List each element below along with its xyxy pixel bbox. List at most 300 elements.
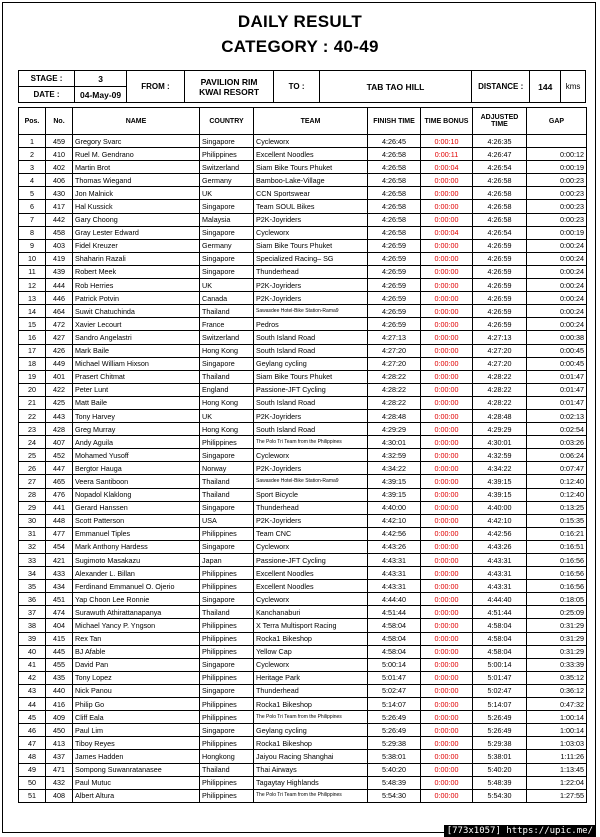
cell-name: Patrick Potvin [73, 292, 200, 305]
cell-finish-time: 4:28:48 [368, 409, 421, 422]
cell-no: 450 [46, 724, 73, 737]
cell-adjusted-time: 4:42:10 [473, 514, 527, 527]
cell-pos: 21 [19, 396, 46, 409]
cell-no: 426 [46, 344, 73, 357]
cell-finish-time: 4:26:58 [368, 200, 421, 213]
cell-team: P2K-Joyriders [254, 462, 368, 475]
cell-name: Suwit Chatuchinda [73, 305, 200, 318]
table-row [19, 789, 587, 802]
cell-finish-time: 4:26:59 [368, 265, 421, 278]
cell-time-bonus: 0:00:00 [421, 318, 473, 331]
cell-no: 458 [46, 226, 73, 239]
cell-team: Rocka1 Bikeshop [254, 698, 368, 711]
cell-gap: 0:36:12 [527, 684, 587, 697]
cell-no: 407 [46, 436, 73, 449]
cell-gap: 0:00:12 [527, 148, 587, 161]
cell-adjusted-time: 5:14:07 [473, 698, 527, 711]
cell-country: Singapore [200, 252, 254, 265]
cell-name: Surawuth Athirattanapanya [73, 606, 200, 619]
cell-pos: 2 [19, 148, 46, 161]
cell-name: Michael William Hixson [73, 357, 200, 370]
cell-team: Team SOUL Bikes [254, 200, 368, 213]
cell-team: The Polo Tri Team from the Philippines [254, 436, 368, 449]
cell-team: Bamboo-Lake-Village [254, 174, 368, 187]
cell-country: Thailand [200, 305, 254, 318]
distance-unit: kms [561, 71, 586, 103]
cell-no: 476 [46, 488, 73, 501]
table-row [19, 344, 587, 357]
cell-team: P2K-Joyriders [254, 514, 368, 527]
cell-time-bonus: 0:00:00 [421, 370, 473, 383]
cell-pos: 50 [19, 776, 46, 789]
cell-gap: 1:03:03 [527, 737, 587, 750]
cell-adjusted-time: 5:29:38 [473, 737, 527, 750]
cell-adjusted-time: 5:26:49 [473, 711, 527, 724]
table-row [19, 488, 587, 501]
cell-country: Philippines [200, 711, 254, 724]
cell-country: Thailand [200, 370, 254, 383]
distance-label: DISTANCE : [471, 71, 530, 103]
cell-adjusted-time: 4:42:56 [473, 527, 527, 540]
cell-time-bonus: 0:00:00 [421, 187, 473, 200]
cell-team: Geylang cycling [254, 724, 368, 737]
cell-no: 448 [46, 514, 73, 527]
cell-no: 419 [46, 252, 73, 265]
cell-adjusted-time: 4:26:59 [473, 239, 527, 252]
table-row [19, 737, 587, 750]
cell-country: Singapore [200, 724, 254, 737]
cell-finish-time: 4:26:45 [368, 135, 421, 148]
cell-time-bonus: 0:00:00 [421, 436, 473, 449]
cell-name: Prasert Chitmat [73, 370, 200, 383]
cell-name: James Hadden [73, 750, 200, 763]
cell-pos: 49 [19, 763, 46, 776]
cell-pos: 33 [19, 554, 46, 567]
cell-no: 451 [46, 593, 73, 606]
cell-adjusted-time: 5:54:30 [473, 789, 527, 802]
cell-no: 433 [46, 567, 73, 580]
cell-time-bonus: 0:00:00 [421, 475, 473, 488]
cell-finish-time: 4:26:58 [368, 187, 421, 200]
from-label: FROM : [127, 71, 185, 103]
cell-adjusted-time: 4:26:58 [473, 200, 527, 213]
cell-country: Germany [200, 239, 254, 252]
cell-team: South Island Road [254, 396, 368, 409]
cell-time-bonus: 0:00:00 [421, 763, 473, 776]
cell-name: Cliff Eala [73, 711, 200, 724]
cell-team: Sport Bicycle [254, 488, 368, 501]
cell-no: 449 [46, 357, 73, 370]
table-row [19, 698, 587, 711]
cell-pos: 32 [19, 540, 46, 553]
cell-name: Xavier Lecourt [73, 318, 200, 331]
cell-gap: 0:13:25 [527, 501, 587, 514]
cell-adjusted-time: 4:26:35 [473, 135, 527, 148]
cell-adjusted-time: 4:39:15 [473, 488, 527, 501]
cell-country: Singapore [200, 501, 254, 514]
cell-adjusted-time: 5:01:47 [473, 671, 527, 684]
cell-time-bonus: 0:00:00 [421, 252, 473, 265]
table-row [19, 226, 587, 239]
cell-team: Team CNC [254, 527, 368, 540]
cell-pos: 42 [19, 671, 46, 684]
table-row [19, 135, 587, 148]
cell-team: Cycleworx [254, 449, 368, 462]
cell-name: Peter Lunt [73, 383, 200, 396]
cell-time-bonus: 0:00:00 [421, 619, 473, 632]
cell-time-bonus: 0:00:00 [421, 698, 473, 711]
cell-country: Philippines [200, 776, 254, 789]
cell-time-bonus: 0:00:00 [421, 593, 473, 606]
cell-pos: 47 [19, 737, 46, 750]
cell-country: Singapore [200, 135, 254, 148]
cell-adjusted-time: 5:40:20 [473, 763, 527, 776]
cell-pos: 25 [19, 449, 46, 462]
table-row [19, 593, 587, 606]
cell-name: Sompong Suwanratanasee [73, 763, 200, 776]
cell-team: Sawasdee Hotel-Bike Station-Rama9 [254, 305, 368, 318]
from-line1: PAVILION RIM [200, 76, 258, 87]
cell-time-bonus: 0:00:00 [421, 357, 473, 370]
cell-name: Scott Patterson [73, 514, 200, 527]
cell-name: Jon Malnick [73, 187, 200, 200]
cell-finish-time: 4:26:58 [368, 226, 421, 239]
cell-adjusted-time: 4:26:58 [473, 174, 527, 187]
table-row [19, 567, 587, 580]
cell-name: Nopadol Klaklong [73, 488, 200, 501]
table-row [19, 252, 587, 265]
cell-country: Thailand [200, 475, 254, 488]
cell-finish-time: 4:32:59 [368, 449, 421, 462]
cell-name: Mark Anthony Hardess [73, 540, 200, 553]
cell-pos: 13 [19, 292, 46, 305]
cell-name: Robert Meek [73, 265, 200, 278]
table-row [19, 331, 587, 344]
cell-no: 410 [46, 148, 73, 161]
cell-pos: 8 [19, 226, 46, 239]
cell-finish-time: 4:26:58 [368, 213, 421, 226]
cell-no: 430 [46, 187, 73, 200]
cell-name: Fidel Kreuzer [73, 239, 200, 252]
table-row [19, 711, 587, 724]
table-row [19, 632, 587, 645]
cell-no: 406 [46, 174, 73, 187]
cell-gap: 0:00:45 [527, 357, 587, 370]
cell-adjusted-time: 4:29:29 [473, 423, 527, 436]
cell-finish-time: 4:28:22 [368, 370, 421, 383]
table-row [19, 200, 587, 213]
cell-country: Germany [200, 174, 254, 187]
cell-time-bonus: 0:00:04 [421, 226, 473, 239]
header-team: TEAM [254, 108, 368, 135]
cell-team: Jaiyou Racing Shanghai [254, 750, 368, 763]
cell-time-bonus: 0:00:00 [421, 645, 473, 658]
cell-country: Norway [200, 462, 254, 475]
cell-country: UK [200, 409, 254, 422]
cell-time-bonus: 0:00:00 [421, 213, 473, 226]
cell-no: 417 [46, 200, 73, 213]
cell-country: Switzerland [200, 331, 254, 344]
cell-gap: 0:00:19 [527, 226, 587, 239]
cell-no: 432 [46, 776, 73, 789]
cell-gap: 0:07:47 [527, 462, 587, 475]
cell-team: Kanchanaburi [254, 606, 368, 619]
cell-finish-time: 4:29:29 [368, 423, 421, 436]
cell-time-bonus: 0:00:00 [421, 239, 473, 252]
cell-pos: 39 [19, 632, 46, 645]
cell-pos: 7 [19, 213, 46, 226]
cell-gap: 0:35:12 [527, 671, 587, 684]
cell-name: Gray Lester Edward [73, 226, 200, 239]
cell-finish-time: 5:26:49 [368, 711, 421, 724]
table-row [19, 514, 587, 527]
to-label: TO : [274, 71, 320, 103]
cell-finish-time: 4:28:22 [368, 396, 421, 409]
from-value [184, 71, 273, 103]
cell-pos: 27 [19, 475, 46, 488]
cell-finish-time: 4:30:01 [368, 436, 421, 449]
cell-adjusted-time: 5:26:49 [473, 724, 527, 737]
cell-time-bonus: 0:00:00 [421, 396, 473, 409]
cell-no: 465 [46, 475, 73, 488]
cell-country: Hong Kong [200, 344, 254, 357]
cell-time-bonus: 0:00:00 [421, 789, 473, 802]
cell-name: Tony Lopez [73, 671, 200, 684]
cell-finish-time: 4:26:58 [368, 174, 421, 187]
cell-gap: 0:15:35 [527, 514, 587, 527]
cell-team: Thunderhead [254, 501, 368, 514]
cell-team: P2K-Joyriders [254, 279, 368, 292]
cell-time-bonus: 0:00:00 [421, 331, 473, 344]
cell-no: 425 [46, 396, 73, 409]
cell-team: Geylang cycling [254, 357, 368, 370]
cell-no: 428 [46, 423, 73, 436]
table-row [19, 305, 587, 318]
cell-country: Malaysia [200, 213, 254, 226]
cell-no: 442 [46, 213, 73, 226]
cell-pos: 28 [19, 488, 46, 501]
cell-adjusted-time: 4:26:54 [473, 226, 527, 239]
cell-adjusted-time: 4:28:22 [473, 383, 527, 396]
cell-adjusted-time: 4:26:59 [473, 305, 527, 318]
cell-no: 440 [46, 684, 73, 697]
cell-no: 413 [46, 737, 73, 750]
cell-name: Shaharin Razali [73, 252, 200, 265]
cell-team: P2K-Joyriders [254, 292, 368, 305]
cell-adjusted-time: 4:34:22 [473, 462, 527, 475]
cell-no: 446 [46, 292, 73, 305]
cell-team: Excellent Noodles [254, 580, 368, 593]
cell-no: 415 [46, 632, 73, 645]
cell-no: 459 [46, 135, 73, 148]
cell-team: The Polo Tri Team from the Philippines [254, 789, 368, 802]
cell-gap: 0:12:40 [527, 475, 587, 488]
cell-finish-time: 4:43:26 [368, 540, 421, 553]
cell-adjusted-time: 4:43:26 [473, 540, 527, 553]
table-row [19, 449, 587, 462]
cell-team: Cycleworx [254, 226, 368, 239]
cell-pos: 24 [19, 436, 46, 449]
cell-time-bonus: 0:00:00 [421, 344, 473, 357]
cell-finish-time: 4:26:59 [368, 305, 421, 318]
date-value: 04-May-09 [75, 87, 127, 103]
cell-name: Philip Go [73, 698, 200, 711]
cell-name: BJ Afable [73, 645, 200, 658]
cell-name: Greg Murray [73, 423, 200, 436]
cell-finish-time: 4:42:56 [368, 527, 421, 540]
cell-finish-time: 5:29:38 [368, 737, 421, 750]
cell-finish-time: 5:14:07 [368, 698, 421, 711]
cell-name: Yap Choon Lee Ronnie [73, 593, 200, 606]
table-row [19, 383, 587, 396]
cell-time-bonus: 0:00:00 [421, 724, 473, 737]
cell-pos: 6 [19, 200, 46, 213]
cell-country: Hong Kong [200, 396, 254, 409]
cell-pos: 34 [19, 567, 46, 580]
cell-country: Philippines [200, 527, 254, 540]
cell-adjusted-time: 4:27:20 [473, 344, 527, 357]
cell-adjusted-time: 4:27:20 [473, 357, 527, 370]
cell-country: UK [200, 187, 254, 200]
page-title: DAILY RESULT [237, 12, 363, 31]
cell-time-bonus: 0:00:00 [421, 423, 473, 436]
table-row [19, 580, 587, 593]
table-row [19, 606, 587, 619]
from-line2: KWAI RESORT [199, 86, 260, 97]
cell-gap: 0:01:47 [527, 383, 587, 396]
cell-pos: 46 [19, 724, 46, 737]
cell-team: Heritage Park [254, 671, 368, 684]
cell-team: P2K-Joyriders [254, 213, 368, 226]
cell-pos: 36 [19, 593, 46, 606]
cell-no: 408 [46, 789, 73, 802]
table-row [19, 776, 587, 789]
cell-adjusted-time: 4:26:58 [473, 213, 527, 226]
cell-time-bonus: 0:00:00 [421, 711, 473, 724]
cell-country: Philippines [200, 737, 254, 750]
cell-finish-time: 4:39:15 [368, 488, 421, 501]
cell-finish-time: 4:26:59 [368, 252, 421, 265]
cell-name: Ferdinand Emmanuel O. Ojerio [73, 580, 200, 593]
cell-time-bonus: 0:00:00 [421, 632, 473, 645]
table-row [19, 423, 587, 436]
cell-team: Cycleworx [254, 135, 368, 148]
cell-finish-time: 5:38:01 [368, 750, 421, 763]
cell-pos: 38 [19, 619, 46, 632]
cell-country: Hong Kong [200, 423, 254, 436]
cell-name: Thomas Wiegand [73, 174, 200, 187]
cell-pos: 48 [19, 750, 46, 763]
cell-country: Singapore [200, 357, 254, 370]
cell-country: Thailand [200, 606, 254, 619]
table-row [19, 527, 587, 540]
cell-finish-time: 4:51:44 [368, 606, 421, 619]
cell-team: Yellow Cap [254, 645, 368, 658]
cell-no: 474 [46, 606, 73, 619]
cell-team: Cycleworx [254, 658, 368, 671]
cell-no: 439 [46, 265, 73, 278]
cell-team: Cycleworx [254, 593, 368, 606]
cell-adjusted-time: 4:40:00 [473, 501, 527, 514]
cell-time-bonus: 0:00:00 [421, 279, 473, 292]
stage-info-table [18, 70, 586, 103]
cell-name: Nick Panou [73, 684, 200, 697]
cell-gap: 0:00:24 [527, 318, 587, 331]
table-row [19, 540, 587, 553]
cell-adjusted-time: 4:30:01 [473, 436, 527, 449]
cell-name: David Pan [73, 658, 200, 671]
cell-finish-time: 4:34:22 [368, 462, 421, 475]
cell-time-bonus: 0:00:00 [421, 200, 473, 213]
table-row [19, 501, 587, 514]
cell-country: Philippines [200, 698, 254, 711]
cell-finish-time: 5:26:49 [368, 724, 421, 737]
results-table [18, 107, 587, 803]
cell-gap: 1:22:04 [527, 776, 587, 789]
cell-pos: 45 [19, 711, 46, 724]
header-time-bonus: TIME BONUS [421, 108, 473, 135]
cell-pos: 37 [19, 606, 46, 619]
cell-gap: 0:00:23 [527, 213, 587, 226]
cell-adjusted-time: 4:43:31 [473, 554, 527, 567]
cell-name: Gerard Hanssen [73, 501, 200, 514]
cell-no: 421 [46, 554, 73, 567]
cell-name: Rex Tan [73, 632, 200, 645]
cell-gap: 0:25:09 [527, 606, 587, 619]
cell-team: Siam Bike Tours Phuket [254, 239, 368, 252]
cell-name: Veera Santiboon [73, 475, 200, 488]
table-row [19, 265, 587, 278]
cell-gap: 0:02:54 [527, 423, 587, 436]
cell-no: 471 [46, 763, 73, 776]
cell-pos: 15 [19, 318, 46, 331]
cell-gap: 0:31:29 [527, 645, 587, 658]
cell-time-bonus: 0:00:00 [421, 776, 473, 789]
cell-team: Excellent Noodles [254, 148, 368, 161]
cell-country: Hongkong [200, 750, 254, 763]
cell-adjusted-time: 4:43:31 [473, 580, 527, 593]
cell-time-bonus: 0:00:11 [421, 148, 473, 161]
cell-time-bonus: 0:00:00 [421, 409, 473, 422]
cell-gap: 0:00:24 [527, 239, 587, 252]
cell-no: 409 [46, 711, 73, 724]
cell-country: Singapore [200, 658, 254, 671]
cell-gap: 0:16:56 [527, 554, 587, 567]
cell-gap: 1:13:45 [527, 763, 587, 776]
cell-gap: 0:31:29 [527, 619, 587, 632]
cell-finish-time: 4:27:20 [368, 357, 421, 370]
table-row [19, 213, 587, 226]
table-row [19, 724, 587, 737]
cell-adjusted-time: 4:26:54 [473, 161, 527, 174]
cell-time-bonus: 0:00:00 [421, 501, 473, 514]
cell-country: Singapore [200, 265, 254, 278]
cell-finish-time: 5:02:47 [368, 684, 421, 697]
cell-team: Rocka1 Bikeshop [254, 632, 368, 645]
table-row [19, 763, 587, 776]
cell-country: UK [200, 279, 254, 292]
cell-name: Andy Aguila [73, 436, 200, 449]
cell-no: 454 [46, 540, 73, 553]
cell-pos: 29 [19, 501, 46, 514]
cell-no: 427 [46, 331, 73, 344]
cell-no: 472 [46, 318, 73, 331]
cell-adjusted-time: 5:38:01 [473, 750, 527, 763]
cell-team: South Island Road [254, 423, 368, 436]
cell-no: 444 [46, 279, 73, 292]
cell-finish-time: 4:43:31 [368, 567, 421, 580]
cell-pos: 17 [19, 344, 46, 357]
